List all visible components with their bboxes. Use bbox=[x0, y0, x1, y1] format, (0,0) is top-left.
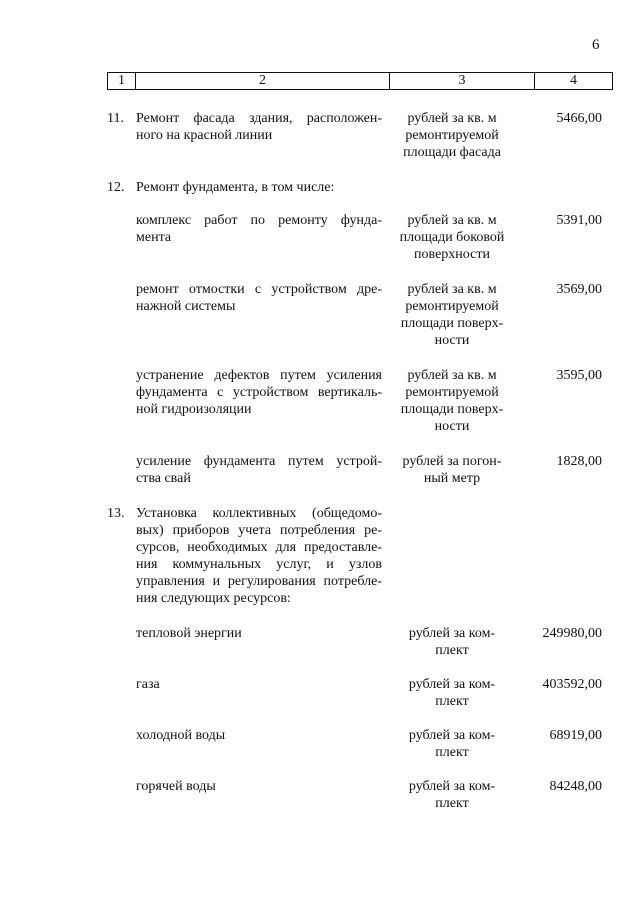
unit-line: рублей за кв. м bbox=[407, 213, 497, 228]
row-number: 12. bbox=[107, 180, 125, 195]
row-price: 403592,00 bbox=[542, 677, 602, 692]
row-description bbox=[136, 676, 382, 693]
row-description bbox=[136, 179, 396, 196]
column-header-4: 4 bbox=[570, 73, 577, 88]
description-line: мента bbox=[136, 230, 172, 245]
description-line: Установка коллективных (общедомо- bbox=[136, 506, 382, 521]
row-unit bbox=[392, 778, 512, 812]
unit-line: рублей за ком- bbox=[408, 779, 496, 794]
page-number: 6 bbox=[592, 37, 600, 53]
description-line: холодной воды bbox=[136, 728, 226, 743]
unit-line: ремонтируемой bbox=[405, 385, 499, 400]
description-line: управления и регулирования потребле- bbox=[136, 574, 382, 589]
row-price: 3569,00 bbox=[556, 282, 602, 297]
description-line: усиление фундамента путем устрой- bbox=[136, 454, 382, 469]
row-price: 68919,00 bbox=[549, 728, 602, 743]
description-line: ния коммунальных услуг, и узлов bbox=[136, 557, 382, 572]
row-price: 3595,00 bbox=[556, 368, 602, 383]
column-header-2: 2 bbox=[136, 73, 390, 89]
row-description bbox=[136, 453, 382, 487]
unit-line: ремонтируемой bbox=[405, 299, 499, 314]
unit-line: ный метр bbox=[423, 471, 481, 486]
row-description bbox=[136, 110, 382, 144]
unit-line: рублей за ком- bbox=[408, 677, 496, 692]
row-unit bbox=[392, 453, 512, 487]
unit-line: площади поверх- bbox=[400, 316, 504, 331]
description-line: тепловой энергии bbox=[136, 626, 242, 641]
row-price: 5391,00 bbox=[556, 213, 602, 228]
row-unit bbox=[392, 625, 512, 659]
description-line: нажной системы bbox=[136, 299, 236, 314]
unit-line: рублей за кв. м bbox=[407, 368, 497, 383]
unit-line: рублей за ком- bbox=[408, 626, 496, 641]
unit-line: ности bbox=[434, 419, 470, 434]
description-line: ного на красной линии bbox=[136, 128, 273, 143]
unit-line: площади поверх- bbox=[400, 402, 504, 417]
unit-line: рублей за кв. м bbox=[407, 282, 497, 297]
row-price: 5466,00 bbox=[556, 111, 602, 126]
description-line: горячей воды bbox=[136, 779, 216, 794]
unit-line: рублей за погон- bbox=[402, 454, 502, 469]
row-unit bbox=[392, 110, 512, 161]
row-description bbox=[136, 281, 382, 315]
unit-line: плект bbox=[435, 643, 469, 658]
description-line: фундамента с устройством вертикаль- bbox=[136, 385, 382, 400]
row-unit bbox=[392, 281, 512, 349]
description-line: Ремонт фасада здания, расположен- bbox=[136, 111, 382, 126]
unit-line: рублей за ком- bbox=[408, 728, 496, 743]
row-description bbox=[136, 367, 382, 418]
unit-line: ремонтируемой bbox=[405, 128, 499, 143]
unit-line: плект bbox=[435, 796, 469, 811]
unit-line: плект bbox=[435, 694, 469, 709]
column-header-row bbox=[107, 72, 613, 90]
row-unit bbox=[392, 212, 512, 263]
row-unit bbox=[392, 367, 512, 435]
column-header-1: 1 bbox=[108, 73, 136, 89]
row-description bbox=[136, 625, 382, 642]
unit-line: рублей за кв. м bbox=[407, 111, 497, 126]
unit-line: поверхности bbox=[414, 247, 490, 262]
row-description bbox=[136, 212, 382, 246]
row-description bbox=[136, 505, 382, 607]
description-line: ной гидроизоляции bbox=[136, 402, 252, 417]
unit-line: площади боковой bbox=[399, 230, 505, 245]
unit-line: плект bbox=[435, 745, 469, 760]
row-number: 13. bbox=[107, 506, 125, 521]
unit-line: ности bbox=[434, 333, 470, 348]
row-unit bbox=[392, 727, 512, 761]
column-header-3: 3 bbox=[390, 73, 535, 89]
description-line: сурсов, необходимых для предоставле- bbox=[136, 540, 382, 555]
description-line: ния следующих ресурсов: bbox=[136, 591, 291, 606]
row-number: 11. bbox=[107, 111, 124, 126]
description-line: Ремонт фундамента, в том числе: bbox=[136, 180, 335, 195]
unit-line: площади фасада bbox=[403, 145, 501, 160]
row-price: 84248,00 bbox=[549, 779, 602, 794]
description-line: газа bbox=[136, 677, 160, 692]
description-line: вых) приборов учета потребления ре- bbox=[136, 523, 382, 538]
description-line: ства свай bbox=[136, 471, 191, 486]
description-line: ремонт отмостки с устройством дре- bbox=[136, 282, 382, 297]
row-price: 1828,00 bbox=[556, 454, 602, 469]
row-price: 249980,00 bbox=[542, 626, 602, 641]
row-description bbox=[136, 727, 382, 744]
row-unit bbox=[392, 676, 512, 710]
row-description bbox=[136, 778, 382, 795]
description-line: комплекс работ по ремонту фунда- bbox=[136, 213, 382, 228]
description-line: устранение дефектов путем усиления bbox=[136, 368, 382, 383]
